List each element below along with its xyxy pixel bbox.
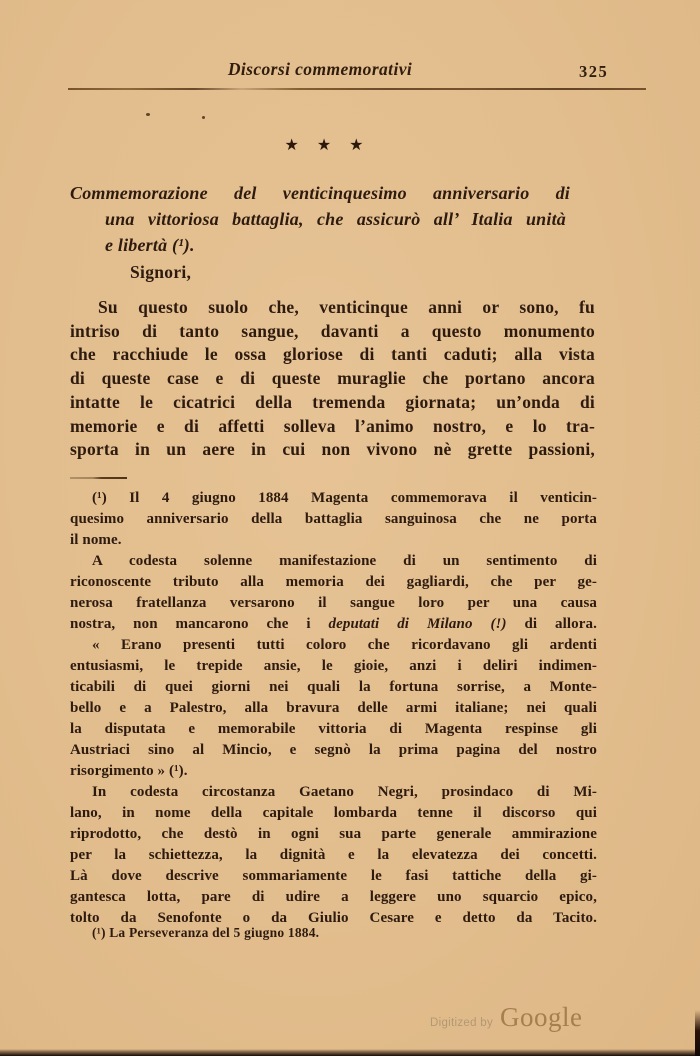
text-line: Su questo suolo che, venticinque anni or sono, fu bbox=[98, 297, 595, 317]
scan-speck bbox=[146, 113, 150, 116]
text-line: una vittoriosa battaglia, che assicurò all’ Italia unità bbox=[105, 209, 566, 229]
page-number: 325 bbox=[579, 62, 609, 81]
text-line: « Erano presenti tutti coloro che ricordavano gli ardenti bbox=[92, 637, 597, 653]
text-line: la disputata e memorabile vittoria di Magenta respinse gli bbox=[70, 721, 597, 737]
watermark-prefix: Digitized by bbox=[430, 1017, 494, 1029]
text-line: nostra, non mancarono che i deputati di Milano (!) di allora. bbox=[70, 616, 597, 632]
footnote-paragraph-1 bbox=[70, 488, 597, 551]
text-line: memorie e di affetti solleva l’animo nostro, e lo tra- bbox=[70, 415, 595, 436]
text-line: ticabili di quei giorni nei quali la fortuna sorrise, a Monte- bbox=[70, 679, 597, 695]
body-paragraph bbox=[70, 296, 595, 462]
text-line: Austriaci sino al Mincio, e segnò la prima pagina del nostro bbox=[70, 742, 597, 758]
footnote-paragraph-4 bbox=[70, 782, 597, 929]
text-line: che racchiude le ossa gloriose di tanti caduti; alla vista bbox=[70, 344, 595, 365]
text-line: e libertà (¹). bbox=[105, 235, 195, 255]
text-line: riprodotto, che destò in ogni sua parte generale ammirazione bbox=[70, 826, 597, 842]
text-line: A codesta solenne manifestazione di un sentimento di bbox=[92, 553, 597, 569]
text-line: lano, in nome della capitale lombarda tenne il discorso qui bbox=[70, 805, 597, 821]
star-ornament: ★ ★ ★ bbox=[284, 137, 364, 154]
text-line: di queste case e di queste muraglie che portano ancora bbox=[70, 368, 595, 389]
footnote-paragraph-3 bbox=[70, 635, 597, 782]
text-line: Commemorazione del venticinquesimo anniversario di bbox=[70, 183, 570, 203]
text-line: gantesca lotta, pare di udire a leggere uno squarcio epico, bbox=[70, 889, 597, 905]
text-line: tolto da Senofonte o da Giulio Cesare e detto da Tacito. bbox=[70, 910, 597, 926]
text-line: risorgimento » (¹). bbox=[70, 763, 188, 779]
scan-edge-bottom bbox=[0, 1049, 700, 1056]
footnote-source: (¹) La Perseveranza del 5 giugno 1884. bbox=[92, 925, 320, 940]
scan-speck bbox=[202, 116, 205, 119]
text-line: quesimo anniversario della battaglia sanguinosa che ne porta bbox=[70, 511, 597, 527]
header-rule bbox=[68, 88, 646, 90]
digitization-watermark bbox=[430, 1002, 583, 1033]
running-head-title: Discorsi commemorativi bbox=[227, 59, 413, 79]
text-line: nerosa fratellanza versarono il sangue loro per una causa bbox=[70, 595, 597, 611]
footnote-paragraph-2 bbox=[70, 551, 597, 635]
text-line: intriso di tanto sangue, davanti a questo monumento bbox=[70, 320, 595, 341]
google-logo: Google bbox=[500, 1002, 583, 1032]
footnote-rule bbox=[70, 477, 127, 479]
scan-edge-right bbox=[695, 1010, 700, 1056]
text-line: per la schiettezza, la dignità e la elevatezza dei concetti. bbox=[70, 847, 597, 863]
text-line: entusiasmi, le trepide ansie, le gioie, anzi i deliri indimen- bbox=[70, 658, 597, 674]
text-line: (¹) Il 4 giugno 1884 Magenta commemorava il venticin- bbox=[92, 490, 597, 506]
salutation: Signori, bbox=[130, 262, 192, 282]
text-line: intatte le cicatrici della tremenda giornata; un’onda di bbox=[70, 391, 595, 412]
text-line: riconoscente tributo alla memoria dei gagliardi, che per ge- bbox=[70, 574, 597, 590]
text-line: Là dove descrive sommariamente le fasi tattiche della gi- bbox=[70, 868, 597, 884]
text-line: bello e a Palestro, alla bravura delle armi italiane; nei quali bbox=[70, 700, 597, 716]
text-line: sporta in un aere in cui non vivono nè grette passioni, bbox=[70, 439, 595, 460]
text-line: In codesta circostanza Gaetano Negri, prosindaco di Mi- bbox=[92, 784, 597, 800]
text-line: il nome. bbox=[70, 532, 122, 548]
speech-title bbox=[70, 180, 570, 258]
